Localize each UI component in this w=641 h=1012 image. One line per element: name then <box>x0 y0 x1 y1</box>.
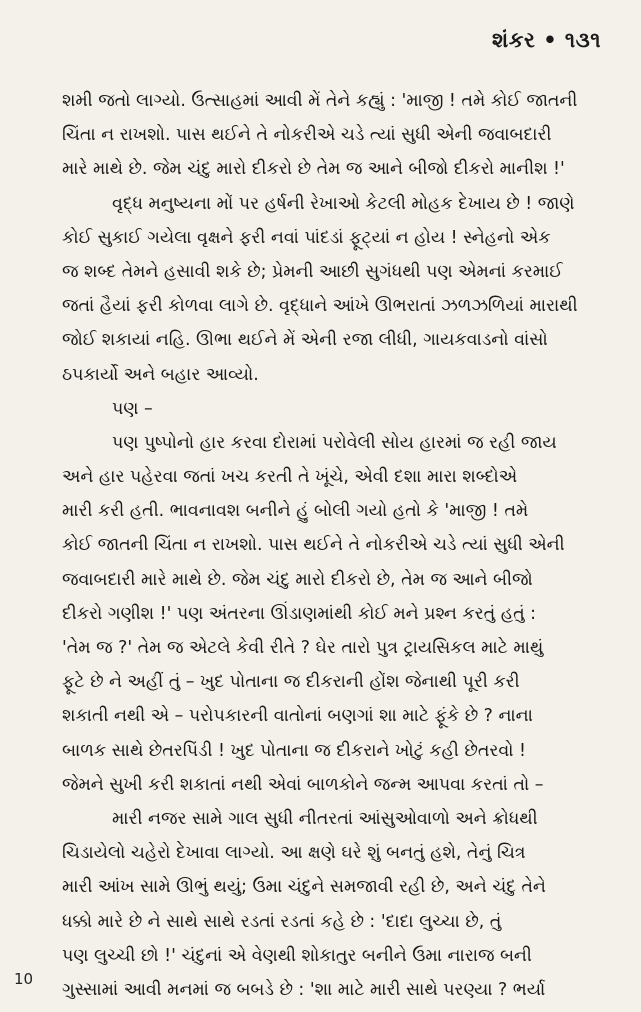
paragraph-start-line: પણ પુષ્પોનો હાર કરવા દોરામાં પરોવેલી સોય હારમાં જ રહી જાય <box>112 432 557 453</box>
paragraph-start-line: મારી નજર સામે ગાલ સુધી નીતરતાં આંસુઓવાળો અને ક્રોધથી <box>112 808 538 829</box>
body-line: 'તેમ જ ?' તેમ જ એટલે કેવી રીતે ? ઘેર તારો પુત્ર ટ્રાયસિકલ માટે માથું <box>62 638 544 658</box>
body-line: અને હાર પહેરવા જતાં ખચ કરતી તે ખૂંચે, એવી દશા મારા શબ્દોએ <box>62 467 518 488</box>
body-line: શમી જતો લાગ્યો. ઉત્સાહમાં આવી મેં તેને કહ્યું : 'માજી ! તમે કોઈ જાતની <box>62 91 578 111</box>
body-line: જોઈ શકાયાં નહિ. ઊભા થઈને મેં એની રજા લીધી, ગાયકવાડનો વાંસો <box>62 330 548 351</box>
body-line: દીકરો ગણીશ !' પણ અંતરના ઊંડાણમાંથી કોઈ મને પ્રશ્ન કરતું હતું : <box>62 603 537 624</box>
body-line: બાળક સાથે છેતરપિંડી ! ખુદ પોતાના જ દીકરાને ખોટું કહી છેતરવો ! <box>62 740 527 761</box>
body-line: ફૂટે છે ને અહીં તું – ખુદ પોતાના જ દીકરાની હોંશ જેનાથી પૂરી કરી <box>62 672 520 693</box>
page-number: 10 <box>14 970 34 988</box>
body-line: કોઈ જાતની ચિંતા ન રાખશો. પાસ થઈને તે નોકરીએ ચડે ત્યાં સુધી એની <box>62 535 565 556</box>
body-line: ઠપકાર્યો અને બહાર આવ્યો. <box>62 364 259 385</box>
paragraph-start-line: વૃદ્ધ મનુષ્યના મોં પર હર્ષની રેખાઓ કેટલી મોહક દેખાય છે ! જાણે <box>112 193 575 214</box>
body-line: ધક્કો મારે છે ને સાથે સાથે રડતાં રડતાં કહે છે : 'દાદા લુચ્ચા છે, તું <box>62 911 502 932</box>
body-line: મારી આંખ સામે ઊભું થયું; ઉમા ચંદુને સમજાવી રહી છે, અને ચંદુ તેને <box>62 877 546 898</box>
body-line: મારી કરી હતી. ભાવનાવશ બનીને હું બોલી ગયો હતો કે 'માજી ! તમે <box>62 501 529 522</box>
body-line: ચિડાયેલો ચહેરો દેખાવા લાગ્યો. આ ક્ષણે ઘરે શું બનતું હશે, તેનું ચિત્ર <box>62 843 526 864</box>
body-line: પણ લુચ્ચી છો !' ચંદુનાં એ વેણથી શોકાતુર બનીને ઉમા નારાજ બની <box>62 945 532 966</box>
body-line: શકાતી નથી એ – પરોપકારની વાતોનાં બણગાં શા માટે ફૂંકે છે ? નાના <box>62 706 533 727</box>
body-line: જ શબ્દ તેમને હસાવી શકે છે; પ્રેમની આછી સુગંધથી પણ એમનાં કરમાઈ <box>62 261 563 282</box>
body-line: કોઈ સુકાઈ ગયેલા વૃક્ષને ફરી નવાં પાંદડાં ફૂટ્યાં ન હોય ! સ્નેહનો એક <box>62 227 551 248</box>
body-line: જતાં હૈયાં ફરી કોળવા લાગે છે. વૃદ્ધાને આંખે ઊભરાતાં ઝળઝળિયાં મારાથી <box>62 296 578 317</box>
body-text <box>62 84 610 1007</box>
body-line: જવાબદારી મારે માથે છે. જેમ ચંદુ મારો દીકરો છે, તેમ જ આને બીજો <box>62 569 533 590</box>
body-line: ચિંતા ન રાખશો. પાસ થઈને તે નોકરીએ ચડે ત્યાં સુધી એની જવાબદારી <box>62 125 552 146</box>
body-line: મારે માથે છે. જેમ ચંદુ મારો દીકરો છે તેમ જ આને બીજો દીકરો માનીશ !' <box>62 159 565 180</box>
paragraph-start-line: પણ – <box>112 398 153 419</box>
body-line: જેમને સુખી કરી શકાતાં નથી એવાં બાળકોને જન્મ આપવા કરતાં તો – <box>62 774 544 795</box>
running-head: શંકર • ૧૩૧ <box>492 28 601 52</box>
body-line: ગુસ્સામાં આવી મનમાં જ બબડે છે : 'શા માટે મારી સાથે પરણ્યા ? ભર્યા <box>62 979 546 1000</box>
